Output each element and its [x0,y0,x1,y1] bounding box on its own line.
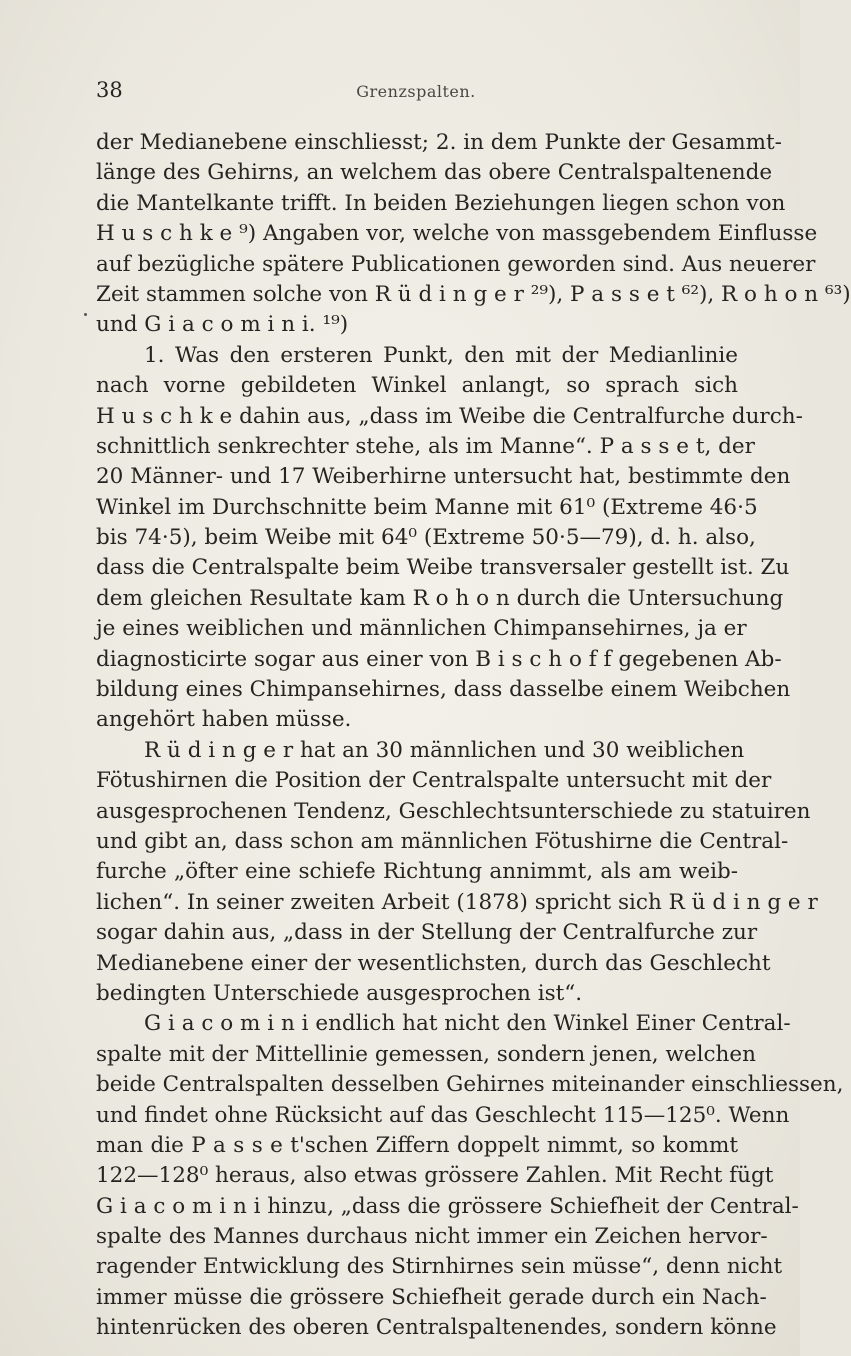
text-line: die Mantelkante trifft. In beiden Beziehungen liegen schon von [96,190,786,216]
text-line: G i a c o m i n i endlich hat nicht den Winkel Einer Central- [144,1011,791,1037]
text-line: dass die Centralspalte beim Weibe transversaler gestellt ist. Zu [96,555,790,581]
text-line: R ü d i n g e r hat an 30 männlichen und 30 weiblichen [144,737,745,763]
page-number: 38 [96,78,123,102]
text-line: G i a c o m i n i hinzu, „dass die grössere Schiefheit der Central- [96,1193,799,1219]
text-line: dem gleichen Resultate kam R o h o n durch die Untersuchung [96,585,784,611]
text-line: und G i a c o m i n i. ¹⁹) [96,312,349,338]
text-line: und findet ohne Rücksicht auf das Geschlecht 115—125⁰. Wenn [96,1102,790,1128]
text-line: nach vorne gebildeten Winkel anlangt, so sprach sich [96,373,738,399]
text-line: spalte mit der Mittellinie gemessen, sondern jenen, welchen [96,1041,756,1067]
text-line: je eines weiblichen und männlichen Chimpansehirnes, ja er [96,616,747,642]
text-line: 20 Männer- und 17 Weiberhirne untersucht hat, bestimmte den [96,464,791,490]
page-header [96,78,736,108]
text-line: und gibt an, dass schon am männlichen Fötushirne die Central- [96,828,789,854]
text-line: Medianebene einer der wesentlichsten, durch das Geschlecht [96,950,771,976]
text-line: furche „öfter eine schiefe Richtung annimmt, als am weib- [96,859,738,885]
text-line: der Medianebene einschliesst; 2. in dem Punkte der Gesammt- [96,130,782,155]
text-line: bedingten Unterschiede ausgesprochen ist“. [96,980,583,1006]
text-line: H u s c h k e ⁹) Angaben vor, welche von massgebendem Einflusse [96,221,818,247]
text-line: schnittlich senkrechter stehe, als im Manne“. P a s s e t, der [96,433,755,459]
text-line: ragender Entwicklung des Stirnhirnes sein müsse“, denn nicht [96,1254,783,1280]
text-line: beide Centralspalten desselben Gehirnes miteinander einschliessen, [96,1072,844,1098]
text-line: Fötushirnen die Position der Centralspalte untersucht mit der [96,768,772,794]
text-line: diagnosticirte sogar aus einer von B i s c h o f f gegebenen Ab- [96,646,782,672]
text-line: 122—128⁰ heraus, also etwas grössere Zahlen. Mit Recht fügt [96,1163,774,1189]
text-line: immer müsse die grössere Schiefheit gerade durch ein Nach- [96,1284,767,1310]
text-line: länge des Gehirns, an welchem das obere Centralspaltenende [96,160,773,186]
text-line: Zeit stammen solche von R ü d i n g e r ²⁹), P a s s e t ⁶²), R o h o n ⁶³) [96,281,851,307]
text-line: spalte des Mannes durchaus nicht immer ein Zeichen hervor- [96,1224,768,1250]
text-line: 1. Was den ersteren Punkt, den mit der Medianlinie [144,342,738,368]
text-line: sogar dahin aus, „dass in der Stellung der Centralfurche zur [96,920,758,946]
body-text [96,128,851,1344]
text-line: ausgesprochenen Tendenz, Geschlechtsunterschiede zu statuiren [96,798,811,824]
running-head: Grenzspalten. [356,82,476,101]
text-line: hintenrücken des oberen Centralspaltenendes, sondern könne [96,1315,777,1341]
margin-mark [84,313,87,316]
text-line: auf bezügliche spätere Publicationen geworden sind. Aus neuerer [96,251,816,277]
text-line: bildung eines Chimpansehirnes, dass dasselbe einem Weibchen [96,677,791,703]
text-line: man die P a s s e t'schen Ziffern doppelt nimmt, so kommt [96,1132,738,1158]
text-line: bis 74·5), beim Weibe mit 64⁰ (Extreme 50·5—79), d. h. also, [96,525,756,551]
text-line: H u s c h k e dahin aus, „dass im Weibe die Centralfurche durch- [96,403,803,429]
text-line: lichen“. In seiner zweiten Arbeit (1878) spricht sich R ü d i n g e r [96,889,818,915]
text-line: Winkel im Durchschnitte beim Manne mit 61⁰ (Extreme 46·5 [96,494,758,520]
text-line: angehört haben müsse. [96,707,352,733]
